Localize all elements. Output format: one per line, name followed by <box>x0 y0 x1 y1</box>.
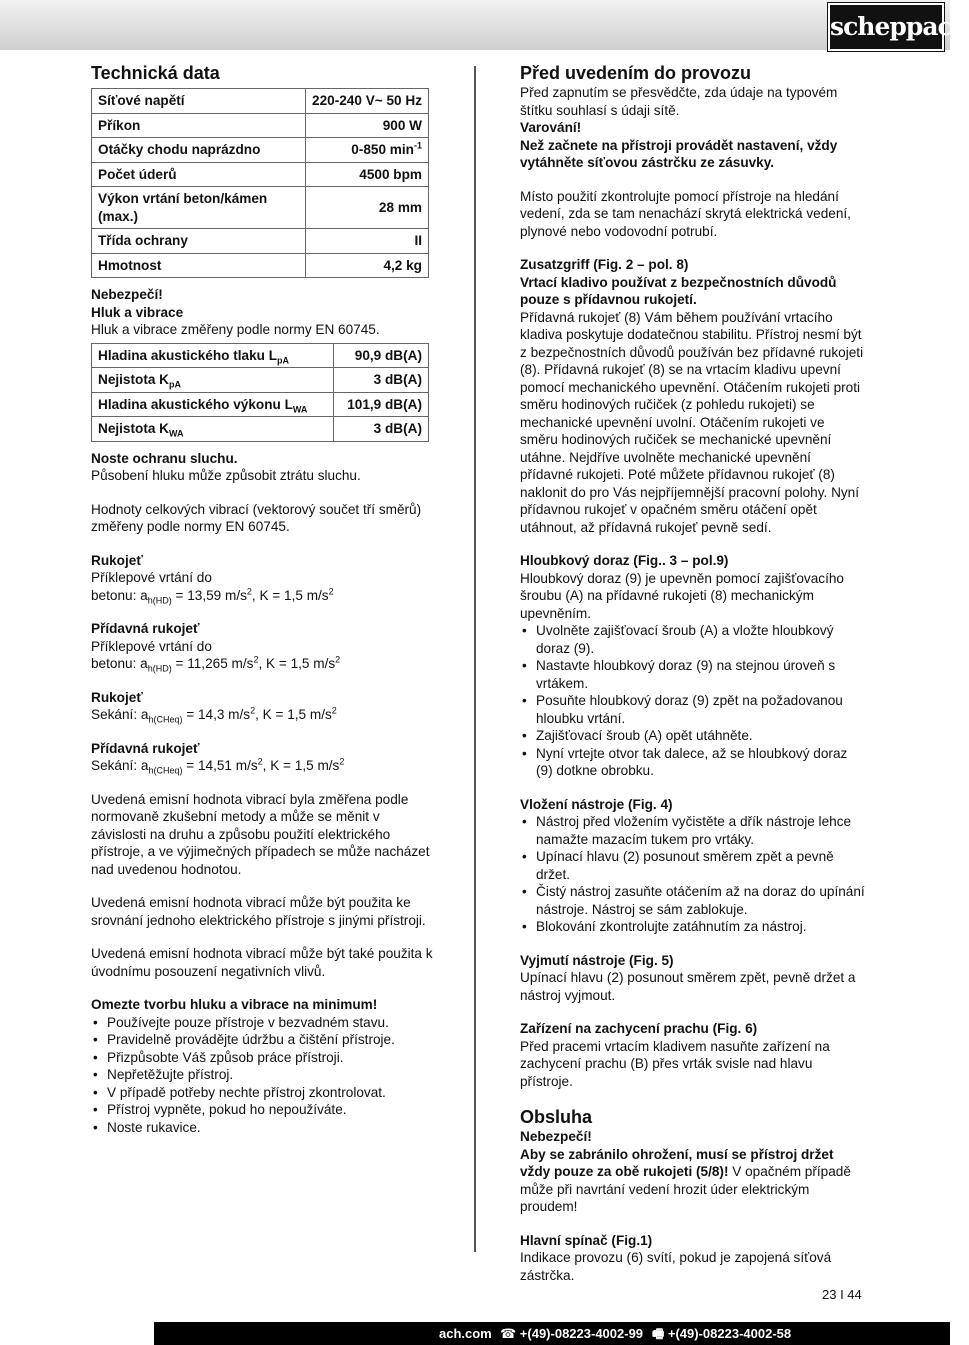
list-item: • Přístroj vypněte, pokud ho nepoužíváte. <box>107 1101 436 1119</box>
spec-value: 900 W <box>306 113 429 138</box>
noise-table <box>91 343 429 442</box>
spec-value: 220-240 V~ 50 Hz <box>306 89 429 114</box>
insert-tool-list <box>520 813 865 936</box>
emission-text-3: Uvedená emisní hodnota vibrací může být také použita k úvodnímu posouzení negativních vlivů. <box>91 946 433 979</box>
spec-value: 4,2 kg <box>306 253 429 278</box>
list-item: • Zajišťovací šroub (A) opět utáhněte. <box>536 727 865 745</box>
auxiliary-handle-title: Zusatzgriff (Fig. 2 – pol. 8) <box>520 257 689 272</box>
noise-text: Hluk a vibrace změřeny podle normy EN 60745. <box>91 322 380 337</box>
table-row <box>92 343 429 368</box>
ear-protection-text: Působení hluku může způsobit ztrátu sluchu. <box>91 468 361 483</box>
noise-value: 3 dB(A) <box>333 368 428 393</box>
noise-value: 3 dB(A) <box>333 417 428 442</box>
noise-label-text: Hladina akustického výkonu L <box>98 396 293 412</box>
right-column <box>520 62 865 1284</box>
list-item: • Čistý nástroj zasuňte otáčením až na doraz do upínání nástroje. Nástroj se sám zablokuje. <box>536 883 865 918</box>
spec-label: Otáčky chodu naprázdno <box>92 138 306 163</box>
vibration-intro: Hodnoty celkových vibrací (vektorový součet tří směrů) změřeny podle normy EN 60745. <box>91 501 422 534</box>
operation-danger-label: Nebezpečí! <box>520 1129 592 1144</box>
section-title-before-use: Před uvedením do provozu <box>520 63 752 83</box>
table-row <box>92 89 429 114</box>
noise-label-text: Nejistota K <box>98 372 170 387</box>
depth-stop-text: Hloubkový doraz (9) je upevněn pomocí zajišťovacího šroubu (A) na přídavné rukojeti (8) mechanickým upevněním. <box>520 570 844 621</box>
spec-value: II <box>306 229 429 254</box>
vibration-title: Přídavná rukojeť <box>91 621 200 636</box>
auxiliary-handle-text: Přídavná rukojeť (8) Vám během používání vrtacího kladiva poskytuje dodatečnou stabilitu. Přístroj nesmí být z bezpečnostních důvodů používán bez přídavné rukojeti (8). Přídavná rukojeť (8) se na vrtacím kladivu upevní pomocí mechanického upevnění. Otáčením rukojeti proti směru hodinových ručiček (z pohledu rukojeti) se mechanické upevnění uvolní. Otáčením rukojeti ve směru hodinových ručiček se mechanické upevnění utáhne. Nejdříve uvolněte mechanické upevnění přídavné rukojeti. Poté můžete přídavnou rukojeť (8) naklonit do pro Vás nejpříjemnější pracovní polohy. Nyní přídavnou rukojeť v opačném směru otáčení opět utáhnout, až přídavná rukojeť pevně sedí. <box>520 309 864 535</box>
noise-label-text: Hladina akustického tlaku L <box>98 347 278 363</box>
spec-label: Třída ochrany <box>92 229 306 254</box>
spec-label: Výkon vrtání beton/kámen (max.) <box>92 187 306 229</box>
minimize-list <box>91 1014 436 1137</box>
spec-label: Síťové napětí <box>92 89 306 114</box>
list-item: • Posuňte hloubkový doraz (9) zpět na požadovanou hloubku vrtání. <box>536 692 865 727</box>
noise-label <box>92 392 334 417</box>
left-column <box>91 62 436 1136</box>
list-item: • Blokování zkontrolujte zatáhnutím za nástroj. <box>536 918 865 936</box>
list-item: • Nepřetěžujte přístroj. <box>107 1066 436 1084</box>
header-band <box>0 0 950 50</box>
list-item: • Pravidelně provádějte údržbu a čištění přístroje. <box>107 1031 436 1049</box>
table-row <box>92 417 429 442</box>
footer-fax: 🖷 +(49)-08223-4002-58 <box>652 1326 792 1341</box>
table-row <box>92 187 429 229</box>
insert-tool-title: Vložení nástroje (Fig. 4) <box>520 796 673 812</box>
page-number: 23 I 44 <box>822 1287 862 1302</box>
emission-text-1: Uvedená emisní hodnota vibrací byla změřena podle normovaně zkušební metody a může se měnit v závislosti na druhu a způsobu použití elektrického přístroje, a ve výjimečných případech se může nacházet nad uvedenou hodnotou. <box>91 791 430 877</box>
main-switch-title: Hlavní spínač (Fig.1) <box>520 1232 653 1248</box>
spec-value-sup: -1 <box>413 140 422 151</box>
table-row <box>92 253 429 278</box>
vibration-title: Rukojeť <box>91 689 143 705</box>
table-row <box>92 392 429 417</box>
operation-danger-text: Aby se zabránilo ohrožení, musí se přístroj držet vždy pouze za obě rukojeti (5/8)! V opačném případě může při navrtání vedení hrozit úder elektrickým proudem! <box>520 1146 851 1214</box>
section-title-operation: Obsluha <box>520 1107 593 1127</box>
list-item: • Nastavte hloubkový doraz (9) na stejnou úroveň s vrtákem. <box>536 657 865 692</box>
noise-label-sub: pA <box>277 355 290 366</box>
list-item: • Přizpůsobte Váš způsob práce přístroji. <box>107 1049 436 1067</box>
noise-value: 90,9 dB(A) <box>333 343 428 368</box>
table-row <box>92 162 429 187</box>
depth-stop-title: Hloubkový doraz (Fig.. 3 – pol.9) <box>520 553 729 568</box>
list-item: • Noste rukavice. <box>107 1119 436 1137</box>
vibration-title: Rukojeť <box>91 552 143 568</box>
noise-label <box>92 368 334 393</box>
auxiliary-handle-warning: Vrtací kladivo používat z bezpečnostních důvodů pouze s přídavnou rukojetí. <box>520 274 837 307</box>
table-row <box>92 368 429 393</box>
noise-label-sub: WA <box>169 428 184 439</box>
spec-value: 28 mm <box>306 187 429 229</box>
vibration-line: Příklepové vrtání do <box>91 638 212 654</box>
column-divider <box>474 66 476 1252</box>
remove-tool-title: Vyjmutí nástroje (Fig. 5) <box>520 952 674 968</box>
vibration-line: Příklepové vrtání do <box>91 570 212 585</box>
vibration-value: betonu: $a_{h(HD)} = 11,265$ $m/s^2$, K = 1,5 $m/s^2$ <box>91 654 341 674</box>
spec-value <box>306 138 429 163</box>
spec-table <box>91 88 429 278</box>
noise-label-sub: WA <box>292 404 308 415</box>
brand-logo: scheppach <box>828 3 944 51</box>
list-item: • Nyní vrtejte otvor tak dalece, až se hloubkový doraz (9) dotkne obrobku. <box>536 745 865 780</box>
dust-collector-text: Před pracemi vrtacím kladivem nasuňte zařízení na zachycení prachu (B) přes vrták svisle nad hlavu přístroje. <box>520 1038 830 1089</box>
footer-website: ach.com <box>439 1326 492 1341</box>
noise-value: 101,9 dB(A) <box>333 392 428 417</box>
vibration-value: betonu: $a_{h(HD)} = 13,59$ $m/s^2$, K = 1,5 $m/s^2$ <box>91 585 334 606</box>
footer-bar <box>154 1322 950 1345</box>
table-row <box>92 229 429 254</box>
list-item: • Upínací hlavu (2) posunout směrem zpět a pevně držet. <box>536 848 865 883</box>
noise-label <box>92 343 334 368</box>
noise-label <box>92 417 334 442</box>
spec-label: Počet úderů <box>92 162 306 187</box>
list-item: • Uvolněte zajišťovací šroub (A) a vložte hloubkový doraz (9). <box>536 622 865 657</box>
depth-stop-list <box>520 622 865 780</box>
spec-value-text: 0-850 min <box>351 142 414 157</box>
remove-tool-text: Upínací hlavu (2) posunout směrem zpět, pevně držet a nástroj vyjmout. <box>520 970 856 1003</box>
noise-label-sub: pA <box>169 379 182 390</box>
warning-label: Varování! <box>520 120 582 135</box>
vibration-value: Sekání: $a_{h(CHeq)} = 14,51$ $m/s^2$, K = 1,5 $m/s^2$ <box>91 756 345 776</box>
list-item: • Nástroj před vložením vyčistěte a dřík nástroje lehce namažte mazacím tukem pro vrtáky. <box>536 813 865 848</box>
noise-title: Hluk a vibrace <box>91 304 184 320</box>
list-item: • Používejte pouze přístroje v bezvadném stavu. <box>107 1014 436 1032</box>
emission-text-2: Uvedená emisní hodnota vibrací může být použita ke srovnání jednoho elektrického přístroje s jinými přístroji. <box>91 895 426 928</box>
noise-label-text: Nejistota K <box>98 421 170 436</box>
main-switch-text: Indikace provozu (6) svítí, pokud je zapojená síťová zástrčka. <box>520 1250 832 1283</box>
location-text: Místo použití zkontrolujte pomocí přístroje na hledání vedení, zda se tam nenachází skrytá elektrická vedení, plynové nebo vodovodní potrubí. <box>520 188 851 239</box>
list-item: • V případě potřeby nechte přístroj zkontrolovat. <box>107 1084 436 1102</box>
intro-text: Před zapnutím se přesvědčte, zda údaje na typovém štítku souhlasí s údaji sítě. <box>520 85 838 118</box>
danger-label: Nebezpečí! <box>91 287 163 302</box>
section-title-technical-data: Technická data <box>91 63 220 83</box>
dust-collector-title: Zařízení na zachycení prachu (Fig. 6) <box>520 1021 758 1036</box>
spec-label: Příkon <box>92 113 306 138</box>
ear-protection-title: Noste ochranu sluchu. <box>91 450 238 466</box>
vibration-title: Přídavná rukojeť <box>91 740 200 756</box>
spec-value: 4500 bpm <box>306 162 429 187</box>
spec-label: Hmotnost <box>92 253 306 278</box>
table-row <box>92 113 429 138</box>
table-row <box>92 138 429 163</box>
minimize-title: Omezte tvorbu hluku a vibrace na minimum! <box>91 997 378 1012</box>
vibration-value: Sekání: $a_{h(CHeq)} = 14,3$ $m/s^2$, K = 1,5 $m/s^2$ <box>91 705 337 725</box>
footer-phone: ☎ +(49)-08223-4002-99 <box>500 1326 644 1341</box>
warning-text: Než začnete na přístroji provádět nastavení, vždy vytáhněte síťovou zástrčku ze zásuvky. <box>520 137 838 170</box>
